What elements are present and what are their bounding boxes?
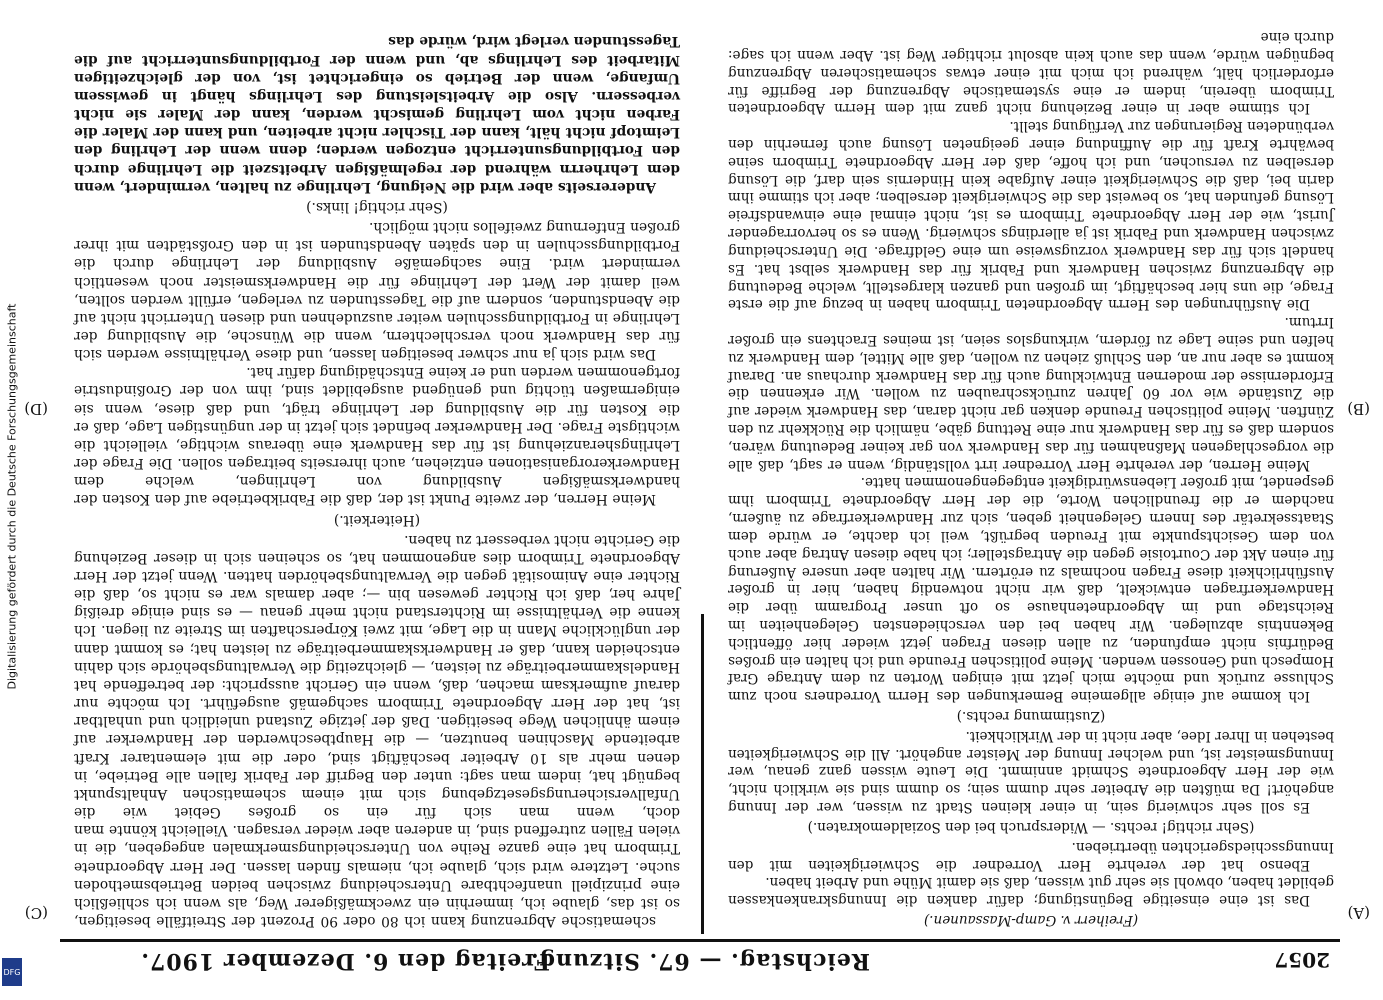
paragraph: schematische Abgrenzung kann ich 80 oder 90 Prozent der Streitfälle beseitigen, so ist das, glaube ich, immerhin ein zweckmäßigerer Weg, als wenn ich schließlich eine prinzipiell unanfechtbare Unterscheidung zwischen beiden Betriebsmethoden suche. Letztere wird sich, glaube ich, niemals finden lassen. Der Herr Abgeordnete Trimborn hat eine ganze Reihe von Unterscheidungsmerkmalen angegeben, die in vielen Fällen zutreffend sind, in anderen aber wieder versagen. Vielleicht könnte man doch, wenn man sich für ein so großes Gebiet wie die Unfallversicherungsgesetzgebung sich mit einem schematischen Anhaltspunkt begnügt hat, indem man sagt: unter den Begriff der Fabrik fallen alle Betriebe, in denen mehr als 10 Arbeiter beschäftigt sind, oder die mit elementarer Kraft arbeitende Maschinen benutzen, — die Hauptbeschwerden der Handwerker auf einem ähnlichen Wege beseitigen. Daß der jetzige Zustand unleidlich und unhaltbar ist, hat der Herr Abgeordnete Trimborn sachgemäß ausgeführt. Ich möchte nur darauf aufmerksam machen, daß, wenn ein Gericht ausspricht: der betreffende hat Handelskammerbeiträge zu leisten, — gleichzeitig die Verwaltungsbehörde sich dahin entscheiden kann, daß er Handwerkskammerbeiträge zu leisten hat; es kommt dann der unglückliche Mann in die Lage, mit zwei Körperschaften im Streite zu liegen. Ich kenne die Verhältnisse im Richterstand nicht mehr genau — es sind einige dreißig Jahre her, daß ich Richter gewesen bin —; aber damals war es nicht so, daß die Richter eine Animosität gegen die Verwaltungsbehörden hatten. Wenn jetzt der Herr Abgeordnete Trimborn dies angenommen hat, so scheinen sich in dieser Beziehung die Gerichte nicht verbessert zu haben. (74, 531, 680, 929)
session-date: Freitag den 6. Dezember 1907. (140, 948, 550, 974)
rotated-page-content (24, 18, 1370, 978)
right-column (74, 32, 680, 930)
paragraph: Es soll sehr schwierig sein, in einer kleinen Stadt zu wissen, wer der Innung angehört! Da müßten die Arbeiter sehr dumm sein; so dumm sind sie wirklich nicht, wie der Herr Abgeordnete Schmidt annimmt. Die Leute wissen ganz genau, wer Innungsmeister ist, und welcher Innung der Meister angehört. All die Schwierigkeiten bestehen in Ihrer Idee, aber nicht in der Wirklichkeit. (728, 727, 1334, 816)
paragraph: Meine Herren, der zweite Punkt ist der, daß die Fabrikbetriebe auf den Kosten der handwerksmäßigen Ausbildung von Lehrlingen, welche dem Handwerkerorganisationen entziehen, auch ihrerseits beitragen sollen. Die Frage der Lehrlingsheranziehung ist für das Handwerk eine überaus wichtige, vielleicht die wichtigste Frage. Der Handwerker befindet sich jetzt in der ungünstigen Lage, daß er die Kosten für die Ausbildung der Lehrlinge trägt, und daß diese, wenn sie einigermaßen tüchtig und genügend ausgebildet sind, ihm von der Großindustrie fortgenommen werden und er keine Entschädigung dafür hat. (74, 364, 680, 508)
paragraph: Ebenso hat der verehrte Herr Vorredner die Schwierigkeiten mit den Innungsschiedsgerichten übertrieben. (728, 838, 1334, 873)
interjection: (Sehr richtig! links.) (306, 198, 448, 215)
paragraph: Das ist eine einseitige Begünstigung; dafür danken die Innungskrankenkassen gebildet haben, obwohl sie sehr gut wissen, daß sie damit Mühe und Arbeit haben. (728, 874, 1334, 909)
margin-marker-c: (C) (24, 904, 48, 922)
speaker-label: (Freiherr v. Gamp-Massaunen.) (923, 912, 1139, 928)
paragraph: Ich stimme aber in einer Beziehung nicht ganz mit dem Herrn Abgeordneten Trimborn überein, indem er eine systematische Abgrenzung der Begriffe für erforderlich hält, während ich mich mit einer etwas schematischeren Abgrenzung begnügen würde, wenn das auch kein absolut richtiger Weg ist. Aber wenn ich sage: durch eine (728, 29, 1334, 117)
paragraph: Die Ausführungen des Herrn Abgeordneten Trimborn haben in bezug auf die erste Frage, die uns hier beschäftigt, im großen und ganzen klargestellt, welche Bedeutung die Abgrenzung zwischen Handwerk und Fabrik für das Handwerk selbst hat. Es handelt sich für das Handwerk vorzugsweise um eine Geldfrage. Die Unterscheidung zwischen Handwerk und Fabrik ist ja allerdings schwierig. Wenn es so hervorragender Jurist, wie der Herr Abgeordnete Trimborn es ist, nicht einmal eine einwandsfreie Lösung gefunden hat, so beweist das die Schwierigkeit derselben; aber ich stimme ihm darin bei, daß die Schwierigkeit einer Aufgabe kein Hindernis sein darf, die Lösung derselben zu versuchen, und ich hoffe, daß der Herr Abgeordnete Trimborn seine bewährte Kraft für die Auffindung einer geeigneten Lösung auch fernerhin den verbündeten Regierungen zur Verfügung stellt. (728, 118, 1334, 313)
margin-marker-b: (B) (1347, 400, 1370, 418)
interjection: (Zustimmung rechts.) (956, 708, 1106, 725)
paragraph: Ich komme auf einige allgemeine Bemerkungen des Herrn Vorredners noch zum Schlusse zurück und möchte mich jetzt mit einigen Worten zu dem Antrage Graf Hompesch und Genossen wenden. Meine politischen Freunde und ich halten ein großes Bedürfnis nicht empfunden, zu allen diesen Fragen jetzt wieder hier öffentlich Bekenntnis abzulegen. Wir haben bei den verschiedensten Gelegenheiten im Reichstage und im Abgeordnetenhause so oft unser Programm über die Handwerkerfragen entwickelt, daß wir nicht notwendig haben, hier in großer Ausführlichkeit diese Fragen nochmals zu erörtern. Wir halten aber unsere Äußerung für einen Akt der Courtoisie gegen die Antragsteller; ich habe diesen Antrag aber auch von dem Gesichtspunkte mit Freuden begrüßt, weil ich dachte, er würde dem Staatssekretär des Innern Gelegenheit geben, sich zur Handwerkerfrage zu äußern, nachdem er die freundlichen Worte, die der Herr Abgeordnete Trimborn ihm gespendet, mit großer Liebenswürdigkeit entgegengenommen hatte. (728, 474, 1334, 705)
digitization-sidebar (2, 20, 24, 980)
left-column (728, 27, 1334, 930)
paragraph: Meine Herren, der verehrte Herr Vorredner irrt vollständig, wenn er sagt, daß alle die vorgeschlagenen Maßnahmen für das Handwerk von gar keiner Bedeutung wären, sondern daß es für das Handwerk nur eine Rettung gäbe, nämlich die Rückkehr zu den Zünften. Meine politischen Freunde denken gar nicht daran, das Handwerk wieder auf die Zustände wie vor 60 Jahren zurückschrauben zu wollen. Wir erkennen die Erfordernisse der modernen Entwicklung auch für das Handwerk durchaus an. Darauf kommt es aber nur an, den Schluß ziehen zu wollen, daß alle Mittel, dem Handwerk zu helfen und seine Lage zu fördern, wirkungslos seien, ist meines Erachtens ein großer Irrtum. (728, 314, 1334, 473)
dfg-logo: DFG (2, 958, 22, 986)
column-divider (701, 614, 704, 934)
page-title: Reichstag. — 67. Sitzung. (529, 948, 870, 974)
margin-marker-d: (D) (24, 400, 48, 418)
margin-marker-a: (A) (1347, 904, 1370, 922)
page-header (60, 939, 1340, 978)
paragraph: Das wird sich ja nur schwer beseitigen lassen, und diese Verhältnisse werden sich für das Handwerk noch verschlechtern, wenn die Wünsche, die Ausbildung der Lehrlinge in Fortbildungsschulen weiter auszudehnen und diesen Unterricht nicht auf die Abendstunden, sondern auf die Tagesstunden zu verlegen, erfüllt werden sollten, weil damit der Wert der Lehrlinge für die Handwerksmeister noch wesentlich vermindert wird. Eine sachgemäße Ausbildung der Lehrlinge durch die Fortbildungsschulen in den späten Abendstunden ist in den Großstädten mit ihrer großen Entfernung zweifellos nicht möglich. (74, 219, 680, 363)
paragraph: Andererseits aber wird die Neigung, Lehrlinge zu halten, vermindert, wenn dem Lehrherrn während der regelmäßigen Arbeitszeit die Lehrlinge durch den Fortbildungsunterricht entzogen werden; denn wenn der Lehrling den Leimtopf nicht hält, kann der Tischler nicht arbeiten, und kann der Maler die Farben nicht vom Lehrling gemischt werden, kann der Maler sie nicht verbessern. Also die Arbeitsleistung des Lehrlings hängt in gewissem Umfange, wenn der Betrieb so eingerichtet ist, von der gleichzeitigen Mitarbeit des Lehrlings ab, und wenn der Fortbildungsunterricht auf die Tagesstunden verlegt wird, würde das (74, 33, 680, 195)
page-number: 2057 (1274, 948, 1330, 972)
interjection: (Heiterkeit.) (333, 511, 421, 528)
interjection: (Sehr richtig! rechts. — Widerspruch bei den Sozialdemokraten.) (807, 818, 1255, 835)
funding-note: Digitalisierung gefördert durch die Deutsche Forschungsgemeinschaft (5, 303, 19, 690)
